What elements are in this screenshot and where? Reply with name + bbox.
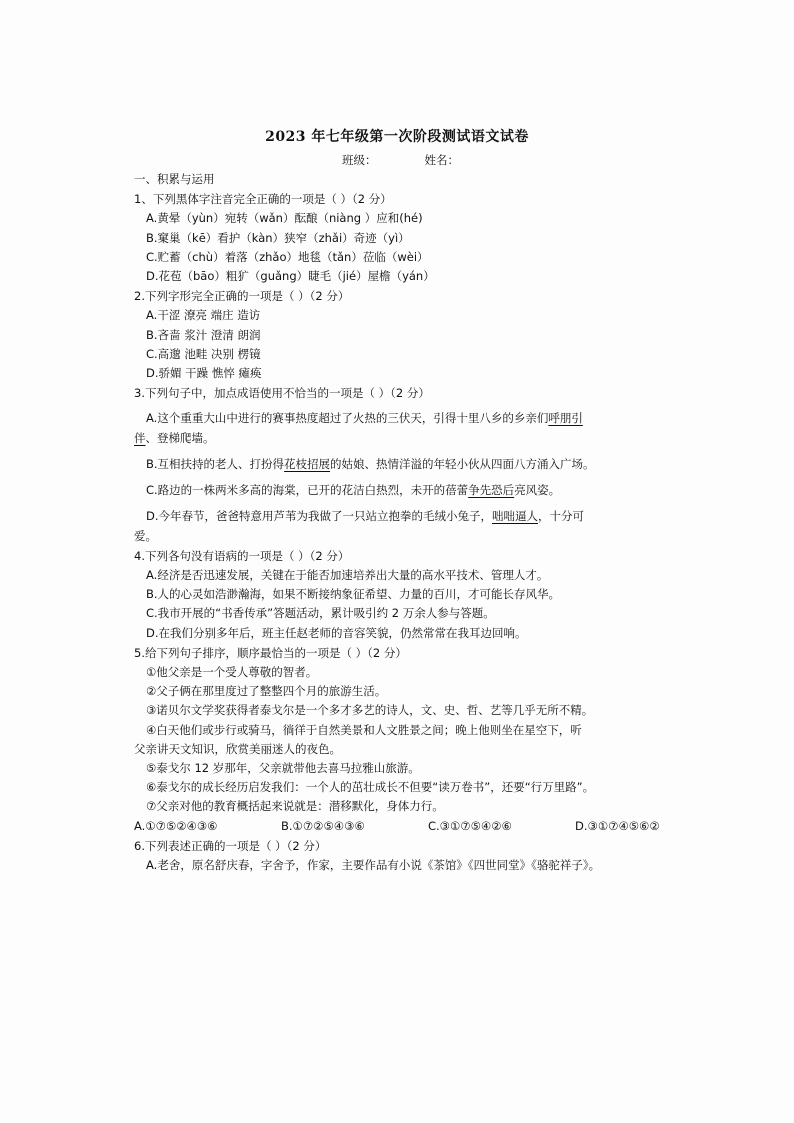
- section-heading: 一、积累与运用: [134, 172, 215, 186]
- idiom-underlined: 伴: [134, 431, 146, 446]
- question-4-option-a: A.经济是否迅速发展，关键在于能否加速培养出大量的高水平技术、管理人才。: [146, 568, 549, 583]
- name-label: 姓名：: [424, 153, 459, 167]
- question-4-stem: 4.下列各句没有语病的一项是（ ）（2 分）: [134, 548, 350, 563]
- class-label: 班级：: [342, 153, 377, 167]
- question-3-option-b: B.互相扶持的老人、打扮得花枝招展的姑娘、热情洋溢的年轻小伙从四面八方涌入广场。: [146, 456, 595, 471]
- idiom-underlined: 呼朋引: [548, 411, 583, 426]
- question-5-choice-c: C.③①⑦⑤④②⑥: [428, 818, 512, 833]
- question-6-stem: 6.下列表述正确的一项是（ ）（2 分）: [134, 838, 327, 853]
- student-info: [342, 152, 459, 168]
- question-5-choice-d: D.③①⑦④⑤⑥②: [575, 818, 660, 833]
- question-2-option-a: A.干涩 潦亮 端庄 造访: [146, 308, 261, 323]
- question-5-sentence-6: ⑥泰戈尔的成长经历启发我们：一个人的茁壮成长不但要“读万卷书”，还要“行万里路”。: [146, 780, 595, 795]
- question-5-choice-a: A.①⑦⑤②④③⑥: [134, 818, 218, 833]
- question-3-option-d-cont: 爱。: [134, 528, 157, 543]
- question-5-sentence-4: ④白天他们或步行或骑马，徜徉于自然美景和人文胜景之间；晚上他则坐在星空下，听: [146, 722, 582, 737]
- question-3-option-a: A.这个重重大山中进行的赛事热度超过了火热的三伏天，引得十里八乡的乡亲们呼朋引: [146, 411, 583, 426]
- question-4-option-d: D.在我们分别多年后，班主任赵老师的音容笑貌，仍然常常在我耳边回响。: [146, 625, 527, 640]
- question-5-choice-b: B.①⑦②⑤④③⑥: [281, 818, 365, 833]
- question-5-sentence-1: ①他父亲是一个受人尊敬的智者。: [146, 665, 318, 680]
- question-3-option-d: D.今年春节，爸爸特意用芦苇为我做了一只站立抱拳的毛绒小兔子，咄咄逼人，十分可: [146, 508, 585, 523]
- question-1-option-c: C.贮蓄（chù）着落（zhǎo）地毯（tǎn）莅临（wèi）: [146, 249, 429, 264]
- idiom-underlined: 花枝招展: [284, 456, 331, 471]
- idiom-underlined: 争先恐后: [468, 482, 515, 497]
- question-2-stem: 2.下列字形完全正确的一项是（ ）（2 分）: [134, 289, 350, 304]
- question-2-option-c: C.高邈 池畦 决别 楞镜: [146, 346, 261, 361]
- question-2-option-d: D.骄媚 干躁 憔悴 瘫痪: [146, 366, 262, 381]
- question-5-choices: [134, 817, 724, 836]
- question-4-option-c: C.我市开展的“书香传承”答题活动，累计吸引约 2 万余人参与答题。: [146, 606, 495, 621]
- question-1-option-d: D.花苞（bāo）粗犷（guǎng）睫毛（jié）屋檐（yán）: [146, 269, 435, 284]
- question-1-option-b: B.窠巢（kē）看护（kàn）狭窄（zhǎi）奇迹（yì）: [146, 230, 410, 245]
- question-2-option-b: B.吝啬 浆汁 澄清 朗润: [146, 327, 261, 342]
- question-5-sentence-2: ②父子俩在那里度过了整整四个月的旅游生活。: [146, 684, 387, 699]
- exam-title: 2023 年七年级第一次阶段测试语文试卷: [265, 129, 529, 145]
- question-3-option-c: C.路边的一株两米多高的海棠，已开的花洁白热烈，未开的蓓蕾争先恐后亮风姿。: [146, 482, 561, 497]
- question-1-stem: 1、下列黑体字注音完全正确的一项是（ ）（2 分）: [134, 192, 392, 207]
- exam-content: [134, 170, 724, 875]
- question-1-option-a: A.黄晕（yùn）宛转（wǎn）酝酿（niàng ）应和(hé): [146, 211, 423, 226]
- question-5-sentence-3: ③诺贝尔文学奖获得者泰戈尔是一个多才多艺的诗人，文、史、哲、艺等几乎无所不精。: [146, 703, 594, 718]
- question-5-sentence-4-cont: 父亲讲天文知识，欣赏美丽迷人的夜色。: [134, 741, 341, 756]
- question-5-stem: 5.给下列句子排序，顺序最恰当的一项是（ ）（2 分）: [134, 645, 407, 660]
- question-4-option-b: B.人的心灵如浩渺瀚海，如果不断接纳象征希望、力量的百川，才可能长存风华。: [146, 587, 561, 602]
- idiom-underlined: 咄咄逼人: [492, 508, 539, 523]
- question-6-option-a: A.老舍，原名舒庆春，字舍予，作家，主要作品有小说《茶馆》《四世同堂》《骆驼祥子》。: [146, 858, 601, 873]
- question-3-stem: 3.下列句子中，加点成语使用不恰当的一项是（ ）（2 分）: [134, 386, 430, 401]
- question-5-sentence-5: ⑤泰戈尔 12 岁那年，父亲就带他去喜马拉雅山旅游。: [146, 761, 420, 776]
- question-5-sentence-7: ⑦父亲对他的教育概括起来说就是：潜移默化，身体力行。: [146, 799, 444, 814]
- question-3-option-a-cont: 伴、登梯爬墙。: [134, 431, 215, 446]
